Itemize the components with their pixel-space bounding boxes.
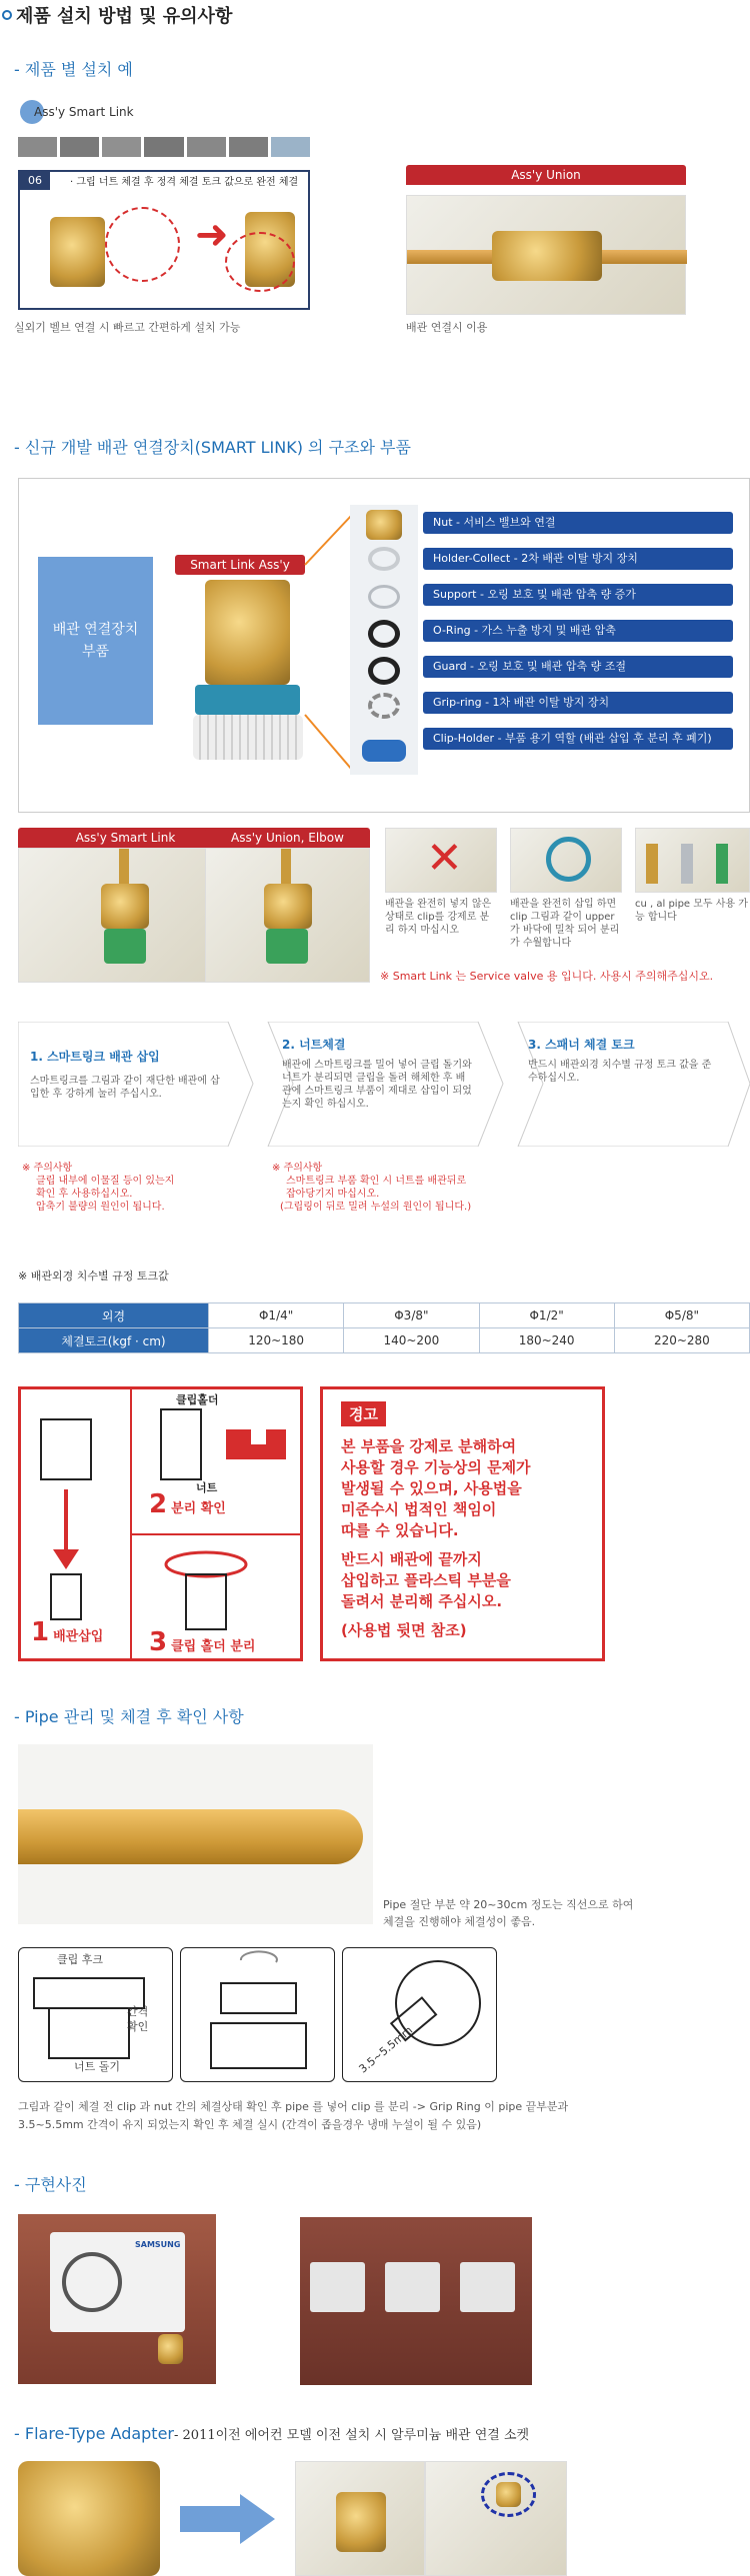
usage-diagram <box>18 1386 303 1661</box>
union-tab: Ass'y Union <box>406 165 686 185</box>
flare-subtitle: - 2011이전 에어컨 모델 이전 설치 시 알루미늄 배관 연결 소켓 <box>174 2428 530 2443</box>
note-clip-insert: 배관을 완전히 삽입 하면 clip 그림과 같이 upper가 바닥에 밀착 되어 분리가 수월합니다 <box>510 899 620 949</box>
torque-size: Φ3/8" <box>344 1303 479 1328</box>
smartlink-assy-tab: Smart Link Ass'y <box>175 555 305 575</box>
step-number: 06 <box>20 172 50 190</box>
title-bullet-icon <box>2 10 12 20</box>
caution-1-line: 압축기 불량의 원인이 됩니다. <box>36 1202 165 1213</box>
num-1: 1 <box>31 1617 50 1647</box>
torque-size: Φ1/4" <box>209 1303 344 1328</box>
section-title-pipe: - Pipe 관리 및 체결 후 확인 사항 <box>14 1707 244 1726</box>
caution-2-line: 스마트링크 부품 확인 시 너트를 배관뒤로 <box>286 1176 467 1187</box>
section-title-install: - 제품 별 설치 예 <box>14 60 133 79</box>
torque-size: Φ1/2" <box>479 1303 614 1328</box>
caution-2-head: ※ 주의사항 <box>272 1163 323 1174</box>
smartlink-assy-image <box>185 580 310 765</box>
flare-adapter-photo <box>18 2461 160 2576</box>
torque-value: 120~180 <box>209 1328 344 1353</box>
warning-line: 반드시 배관에 끝까지 <box>341 1550 482 1568</box>
torque-value: 220~280 <box>614 1328 749 1353</box>
warning-line: 돌려서 분리해 주십시오. <box>341 1592 503 1610</box>
page-title: 제품 설치 방법 및 유의사항 <box>16 6 233 27</box>
install-photo-2 <box>300 2217 532 2385</box>
num-3: 3 <box>149 1627 168 1657</box>
section-title-photos: - 구현사진 <box>14 2175 87 2194</box>
device-label-2: 부품 <box>81 644 110 660</box>
caution-1-line: 확인 후 사용하십시오. <box>36 1189 133 1200</box>
step-3-body: 반드시 배관외경 치수별 규정 토크 값을 준수하십시오. <box>528 1060 712 1084</box>
pipe-type-photo <box>635 828 750 893</box>
pipe-photo <box>18 1744 373 1924</box>
caption-right: 배관 연결시 이용 <box>406 321 488 334</box>
warning-title: 경고 <box>341 1401 386 1426</box>
label-check: 확인 <box>127 2020 149 2033</box>
caption-left: 실외기 벨브 연결 시 빠르고 간편하게 설치 가능 <box>14 321 241 334</box>
step-1-title: 1. 스마트링크 배관 삽입 <box>30 1050 160 1064</box>
clip-separate-drawing <box>181 1948 336 2083</box>
note-pipe-type: cu , al pipe 모두 사용 가능 합니다 <box>635 899 748 923</box>
thumbnail-strip <box>18 137 310 157</box>
label-nut-bump: 너트 돌기 <box>74 2060 121 2073</box>
part-support: Support - 오링 보호 및 배관 압축 량 증가 <box>423 584 733 606</box>
note-clip-force: 배관을 완전히 넣지 않은 상태로 clip를 강제로 분리 하지 마십시오 <box>385 899 492 936</box>
torque-table-title: ※ 배관외경 치수별 규정 토크값 <box>18 1270 169 1283</box>
pipe-bottom-2: 3.5~5.5mm 간격이 유지 되었는지 확인 후 체결 실시 (간격이 좁을경우 냉매 누설이 될 수 있음) <box>18 2118 482 2131</box>
num-2: 2 <box>149 1489 168 1519</box>
clip-check-diagram <box>18 1947 173 2082</box>
part-grip-ring: Grip-ring - 1차 배관 이탈 방지 장치 <box>423 692 733 714</box>
pipe-caption-1: Pipe 절단 부분 약 20~30cm 정도는 직선으로 하여 <box>383 1898 634 1911</box>
grip-gap-diagram <box>342 1947 497 2082</box>
label-gap-mm: 3.5~5.5mm <box>356 2023 416 2076</box>
arrow-right-icon: ➜ <box>195 212 229 258</box>
step-1-body: 스마트링크를 그림과 같이 재단한 배관에 삽입한 후 강하게 눌러 주십시오. <box>30 1076 220 1100</box>
install-photo-1 <box>18 2214 216 2384</box>
label-clip-holder: 클립홀더 <box>176 1393 219 1406</box>
label-pipe-insert: 배관삽입 <box>53 1629 104 1644</box>
caution-2-line: 잡아당기지 마십시오. <box>286 1189 380 1200</box>
warning-line: 사용할 경우 기능상의 문제가 <box>341 1458 531 1476</box>
union-elbow-photo <box>205 848 370 983</box>
smart-link-photo <box>18 848 233 983</box>
warning-line: (사용법 뒷면 참조) <box>341 1621 467 1639</box>
warning-line: 미준수시 법적인 책임이 <box>341 1500 497 1518</box>
warning-box <box>320 1386 605 1661</box>
step-2-body: 배관에 스마트링크를 밀어 넣어 클립 돌기와 너트가 분리되면 클립을 돌려 해체한 후 배관에 스마트링크 부품이 제대로 삽입이 되었는지 확인 하십시오. <box>282 1060 472 1110</box>
clip-wrong-photo <box>385 828 497 893</box>
flare-installed-photo-1 <box>295 2461 425 2576</box>
part-clip-holder: Clip-Holder - 부품 용기 역할 (배관 삽입 후 분리 후 폐기) <box>423 728 733 750</box>
device-label-1: 배관 연결장치 <box>52 622 139 638</box>
torque-row-label: 체결토크(kgf · cm) <box>19 1328 209 1353</box>
part-o-ring: O-Ring - 가스 누출 방지 및 배관 압축 <box>423 620 733 642</box>
device-parts-box <box>38 557 153 725</box>
caution-1-head: ※ 주의사항 <box>22 1163 73 1174</box>
caution-1-line: 클립 내부에 이물질 등이 있는지 <box>36 1176 175 1187</box>
step-caption: · 그립 너트 체결 후 정격 체결 토크 값으로 완전 체결 <box>70 177 299 188</box>
union-photo <box>406 195 686 315</box>
label-nut: 너트 <box>196 1481 218 1494</box>
clip-correct-photo <box>510 828 622 893</box>
torque-value: 140~200 <box>344 1328 479 1353</box>
x-mark-icon: ✕ <box>426 833 463 884</box>
torque-size: Φ5/8" <box>614 1303 749 1328</box>
assy-smart-link-label: Ass'y Smart Link <box>34 104 134 119</box>
section-title-flare: - Flare-Type Adapter <box>14 2424 174 2443</box>
warning-line: 본 부품을 강제로 분해하여 <box>341 1437 517 1455</box>
parts-column <box>350 505 418 775</box>
section-title-structure: - 신규 개발 배관 연결장치(SMART LINK) 의 구조와 부품 <box>14 438 411 457</box>
warning-line: 삽입하고 플라스틱 부분을 <box>341 1571 511 1589</box>
service-valve-note: ※ Smart Link 는 Service valve 용 입니다. 사용시 주의해주십시오. <box>380 970 714 983</box>
warning-line: 발생될 수 있으며, 사용법을 <box>341 1479 522 1497</box>
step-2-title: 2. 너트체결 <box>282 1038 346 1052</box>
pipe-caption-2: 체결을 진행해야 체결성이 좋음. <box>383 1915 536 1928</box>
warning-line: 따를 수 있습니다. <box>341 1521 459 1539</box>
tab-assy-union-elbow: Ass'y Union, Elbow <box>205 828 370 848</box>
torque-value: 180~240 <box>479 1328 614 1353</box>
samsung-logo: SAMSUNG <box>135 2240 181 2249</box>
clip-separate-diagram <box>180 1947 335 2082</box>
label-gap: 간격 <box>127 2005 149 2018</box>
pipe-bottom-1: 그림과 같이 체결 전 clip 과 nut 간의 체결상태 확인 후 pipe 를 넣어 clip 를 분리 -> Grip Ring 이 pipe 끝부분과 <box>18 2100 569 2113</box>
torque-head-label: 외경 <box>19 1303 209 1328</box>
step-3-title: 3. 스패너 체결 토크 <box>528 1038 635 1052</box>
label-clip-hook: 클립 후크 <box>57 1953 104 1966</box>
part-guard: Guard - 오링 보호 및 배관 압축 량 조절 <box>423 656 733 678</box>
label-clip-separate: 클립 홀더 분리 <box>171 1639 256 1654</box>
install-step-image <box>18 170 310 310</box>
flare-installed-photo-2 <box>425 2461 567 2576</box>
part-nut: Nut - 서비스 밸브와 연결 <box>423 512 733 534</box>
torque-table <box>18 1302 750 1353</box>
arrow-right-icon <box>180 2494 275 2544</box>
tab-assy-smart-link: Ass'y Smart Link <box>18 828 233 848</box>
caution-2-line: (그립링이 뒤로 밀려 누설의 원인이 됩니다.) <box>280 1202 472 1213</box>
part-holder-collect: Holder-Collect - 2차 배관 이탈 방지 장치 <box>423 548 733 570</box>
label-separate-check: 분리 확인 <box>171 1501 226 1516</box>
